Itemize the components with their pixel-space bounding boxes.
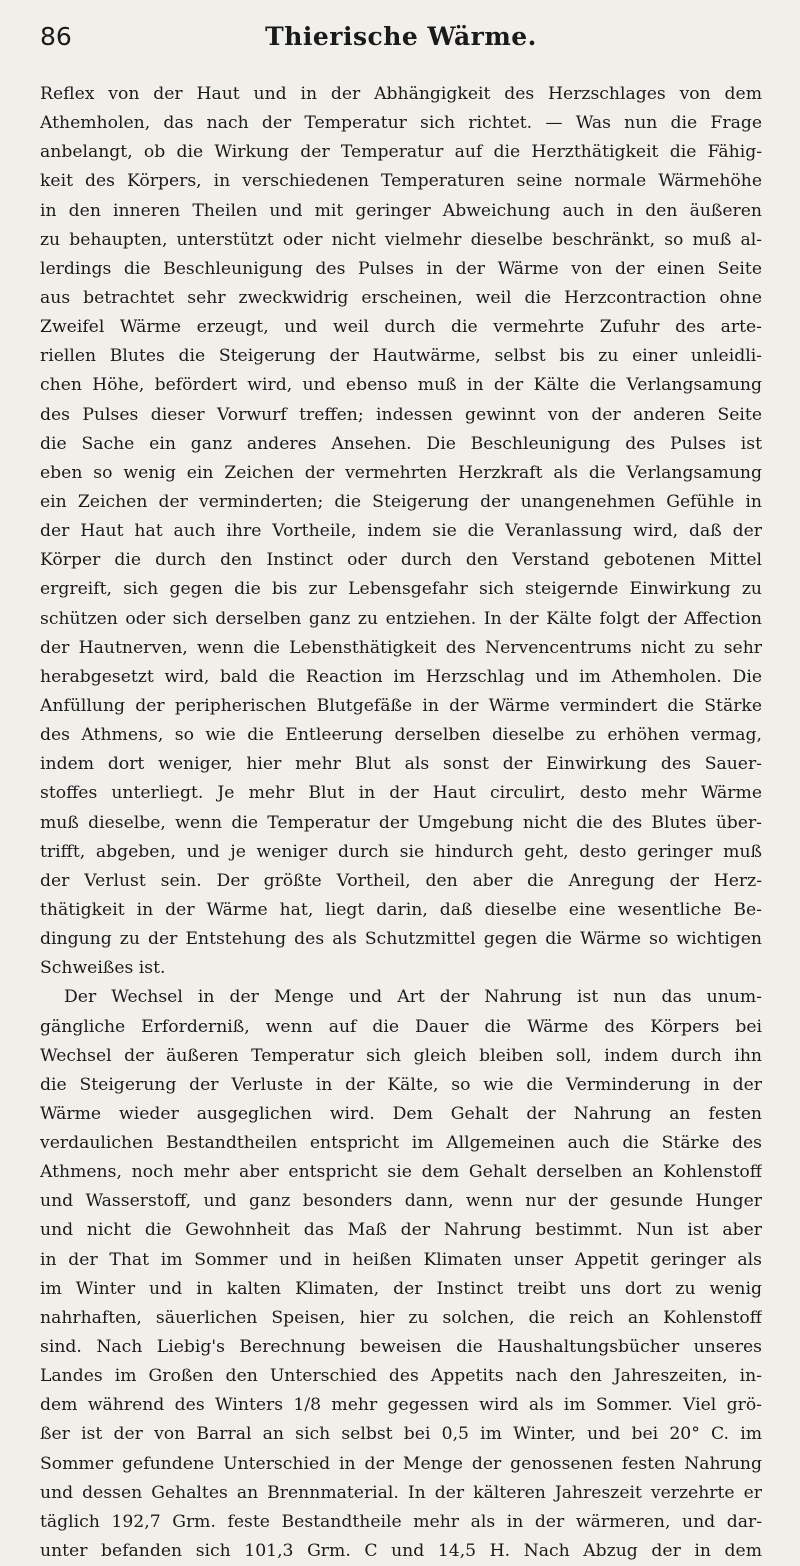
- text-line: schützen oder sich derselben ganz zu entziehen. In der Kälte folgt der Affection: [40, 608, 762, 629]
- text-line: ergreift, sich gegen die bis zur Lebensgefahr sich steigernde Einwirkung zu: [40, 579, 762, 600]
- text-line: ßer ist der von Barral an sich selbst bei 0,5 im Winter, und bei 20° C. im: [40, 1424, 762, 1445]
- text-line: Athemholen, das nach der Temperatur sich richtet. — Was nun die Frage: [40, 113, 762, 134]
- text-line: des Pulses dieser Vorwurf treffen; indessen gewinnt von der anderen Seite: [40, 404, 762, 425]
- text-line: keit des Körpers, in verschiedenen Temperaturen seine normale Wärmehöhe: [40, 171, 762, 192]
- text-line: lerdings die Beschleunigung des Pulses in der Wärme von der einen Seite: [40, 258, 762, 279]
- text-line: stoffes unterliegt. Je mehr Blut in der Haut circulirt, desto mehr Wärme: [40, 783, 762, 804]
- text-line: thätigkeit in der Wärme hat, liegt darin, daß dieselbe eine wesentliche Be-: [40, 899, 762, 920]
- running-title: Thierische Wärme.: [265, 22, 537, 51]
- text-line: der Haut hat auch ihre Vortheile, indem sie die Veranlassung wird, daß der: [40, 521, 762, 542]
- text-line: riellen Blutes die Steigerung der Hautwärme, selbst bis zu einer unleidli-: [40, 346, 762, 367]
- text-line: Körper die durch den Instinct oder durch den Verstand gebotenen Mittel: [40, 550, 762, 571]
- text-line: verdaulichen Bestandtheilen entspricht im Allgemeinen auch die Stärke des: [40, 1133, 762, 1154]
- body-text: [40, 80, 762, 1566]
- text-line: herabgesetzt wird, bald die Reaction im Herzschlag und im Athemholen. Die: [40, 666, 762, 687]
- text-line: gängliche Erforderniß, wenn auf die Dauer die Wärme des Körpers bei: [40, 1016, 762, 1037]
- text-line: Anfüllung der peripherischen Blutgefäße in der Wärme vermindert die Stärke: [40, 695, 762, 716]
- text-line: Landes im Großen den Unterschied des Appetits nach den Jahreszeiten, in-: [40, 1366, 762, 1387]
- text-line: sind. Nach Liebig's Berechnung beweisen die Haushaltungsbücher unseres: [40, 1337, 762, 1358]
- text-line: dem während des Winters 1/8 mehr gegessen wird als im Sommer. Viel grö-: [40, 1395, 762, 1416]
- text-line: Athmens, noch mehr aber entspricht sie dem Gehalt derselben an Kohlenstoff: [40, 1162, 762, 1183]
- text-line: im Winter und in kalten Klimaten, der Instinct treibt uns dort zu wenig: [40, 1278, 762, 1299]
- text-line: Wechsel der äußeren Temperatur sich gleich bleiben soll, indem durch ihn: [40, 1045, 762, 1066]
- text-line: der Hautnerven, wenn die Lebensthätigkeit des Nervencentrums nicht zu sehr: [40, 637, 762, 658]
- text-line: und nicht die Gewohnheit das Maß der Nahrung bestimmt. Nun ist aber: [40, 1220, 762, 1241]
- text-line: in der That im Sommer und in heißen Klimaten unser Appetit geringer als: [40, 1249, 762, 1270]
- text-line: in den inneren Theilen und mit geringer Abweichung auch in den äußeren: [40, 200, 762, 221]
- text-line: Sommer gefundene Unterschied in der Menge der genossenen festen Nahrung: [40, 1453, 762, 1474]
- text-line: und Wasserstoff, und ganz besonders dann, wenn nur der gesunde Hunger: [40, 1191, 762, 1212]
- text-line: unter befanden sich 101,3 Grm. C und 14,5 H. Nach Abzug der in dem: [40, 1541, 762, 1562]
- text-line: des Athmens, so wie die Entleerung derselben dieselbe zu erhöhen vermag,: [40, 725, 762, 746]
- text-line: Wärme wieder ausgeglichen wird. Dem Gehalt der Nahrung an festen: [40, 1103, 762, 1124]
- text-line: anbelangt, ob die Wirkung der Temperatur auf die Herzthätigkeit die Fähig-: [40, 142, 762, 163]
- text-line: täglich 192,7 Grm. feste Bestandtheile mehr als in der wärmeren, und dar-: [40, 1511, 762, 1532]
- text-line: nahrhaften, säuerlichen Speisen, hier zu solchen, die reich an Kohlenstoff: [40, 1307, 762, 1328]
- text-line: muß dieselbe, wenn die Temperatur der Umgebung nicht die des Blutes über-: [40, 812, 762, 833]
- text-line: indem dort weniger, hier mehr Blut als sonst der Einwirkung des Sauer-: [40, 754, 762, 775]
- text-line: und dessen Gehaltes an Brennmaterial. In der kälteren Jahreszeit verzehrte er: [40, 1482, 762, 1503]
- text-line: der Verlust sein. Der größte Vortheil, den aber die Anregung der Herz-: [40, 870, 762, 891]
- text-line: die Steigerung der Verluste in der Kälte, so wie die Verminderung in der: [40, 1074, 762, 1095]
- page-number: 86: [40, 22, 72, 51]
- text-line: zu behaupten, unterstützt oder nicht vielmehr dieselbe beschränkt, so muß al-: [40, 229, 762, 250]
- text-line: ein Zeichen der verminderten; die Steigerung der unangenehmen Gefühle in: [40, 491, 762, 512]
- text-line: Zweifel Wärme erzeugt, und weil durch die vermehrte Zufuhr des arte-: [40, 317, 762, 338]
- text-line: trifft, abgeben, und je weniger durch sie hindurch geht, desto geringer muß: [40, 841, 762, 862]
- text-line: Der Wechsel in der Menge und Art der Nahrung ist nun das unum-: [64, 987, 762, 1008]
- text-line: die Sache ein ganz anderes Ansehen. Die Beschleunigung des Pulses ist: [40, 433, 762, 454]
- text-line: Schweißes ist.: [40, 958, 166, 979]
- text-line: Reflex von der Haut und in der Abhängigkeit des Herzschlages von dem: [40, 84, 762, 104]
- text-line: eben so wenig ein Zeichen der vermehrten Herzkraft als die Verlangsamung: [40, 462, 762, 483]
- page-header: [40, 20, 762, 60]
- text-line: chen Höhe, befördert wird, und ebenso muß in der Kälte die Verlangsamung: [40, 375, 762, 396]
- text-line: aus betrachtet sehr zweckwidrig erscheinen, weil die Herzcontraction ohne: [40, 287, 762, 308]
- text-line: dingung zu der Entstehung des als Schutzmittel gegen die Wärme so wichtigen: [40, 929, 762, 950]
